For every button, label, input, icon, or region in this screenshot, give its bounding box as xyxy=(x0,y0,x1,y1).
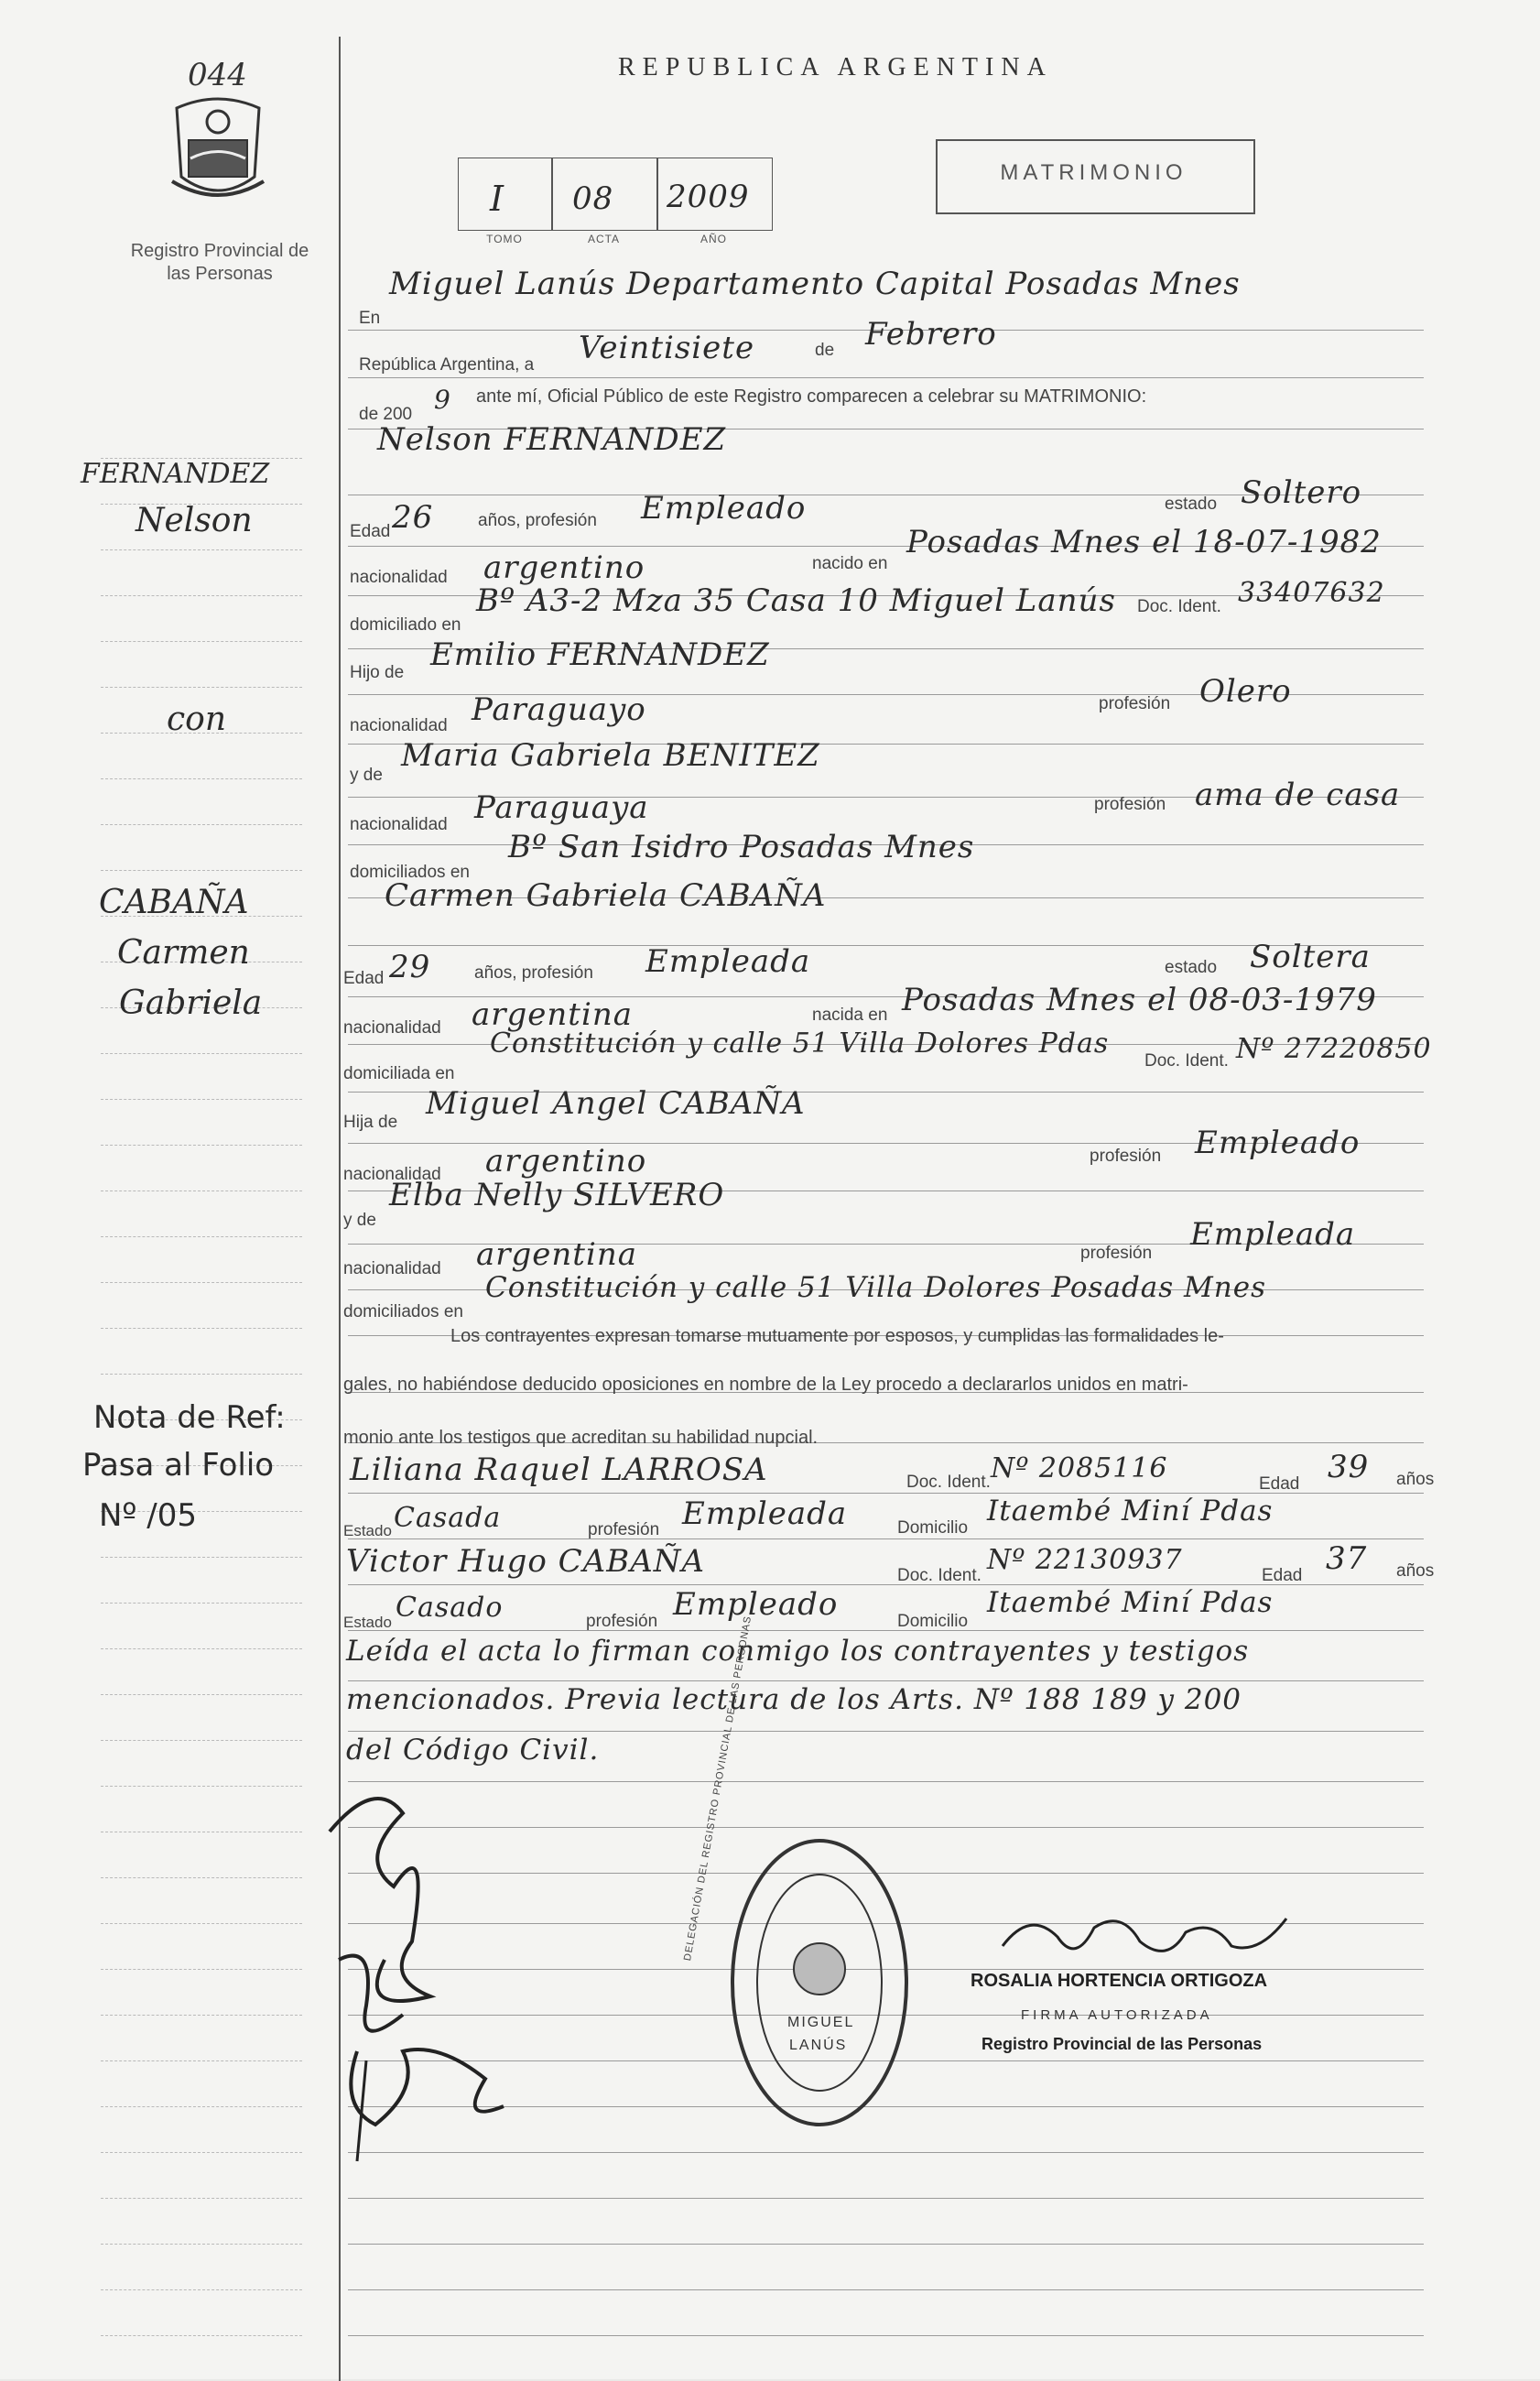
bride-mother-label: y de xyxy=(343,1211,376,1230)
bride-father: Miguel Angel CABAÑA xyxy=(426,1085,806,1122)
margin-groom-name: Nelson xyxy=(136,502,253,539)
witness2-status: Casado xyxy=(396,1592,504,1624)
bride-age-label: Edad xyxy=(343,969,385,988)
groom-nationality-label: nacionalidad xyxy=(350,568,448,587)
formal-text-line-2: gales, no habiéndose deducido oposiciones en nombre de la Ley procedo a declararlos unidos en matri- xyxy=(343,1375,1188,1395)
witness1-age-label: Edad xyxy=(1259,1474,1300,1494)
groom-parents-address: Bº San Isidro Posadas Mnes xyxy=(508,829,975,865)
witness2-profession: Empleado xyxy=(673,1586,839,1623)
groom-profession-label: años, profesión xyxy=(478,511,597,530)
bride-profession: Empleada xyxy=(645,943,811,980)
witness1-profession-label: profesión xyxy=(588,1520,660,1539)
witness1-doc: Nº 2085116 xyxy=(991,1452,1168,1484)
bride-mother-nationality: argentina xyxy=(476,1236,638,1273)
bride-mother-nationality-label: nacionalidad xyxy=(343,1259,441,1278)
record-type-label: MATRIMONIO xyxy=(1000,160,1188,185)
witness2-profession-label: profesión xyxy=(586,1612,658,1631)
formal-text-line-3: monio ante los testigos que acreditan su habilidad nupcial. xyxy=(343,1428,819,1448)
bride-parents-address: Constitución y calle 51 Villa Dolores Posadas Mnes xyxy=(485,1271,1267,1304)
provincial-crest-icon xyxy=(163,90,273,209)
closing-line-2: mencionados. Previa lectura de los Arts. Nº 188 189 y 200 xyxy=(346,1683,1242,1716)
groom-status: Soltero xyxy=(1241,474,1362,511)
bride-doc-label: Doc. Ident. xyxy=(1144,1051,1229,1071)
registry-name: Registro Provincial de las Personas xyxy=(130,241,309,284)
bride-nationality: argentina xyxy=(472,996,634,1033)
bride-birth-label: nacida en xyxy=(812,1006,888,1025)
stamp-center-1: MIGUEL xyxy=(787,2015,855,2030)
en-label: En xyxy=(359,309,381,328)
groom-address: Bº A3-2 Mza 35 Casa 10 Miguel Lanús xyxy=(476,582,1116,619)
bride-birth: Posadas Mnes el 08-03-1979 xyxy=(902,982,1377,1018)
witness2-address-label: Domicilio xyxy=(897,1612,969,1631)
page-number: 044 xyxy=(188,57,247,93)
witness2-age: 37 xyxy=(1326,1540,1368,1577)
bride-mother-profession: Empleada xyxy=(1190,1216,1356,1253)
margin-groom-surname: FERNANDEZ xyxy=(81,458,270,490)
bride-nationality-label: nacionalidad xyxy=(343,1018,441,1038)
groom-profession: Empleado xyxy=(641,490,807,527)
witness1-address-label: Domicilio xyxy=(897,1518,969,1538)
official-office: Registro Provincial de las Personas xyxy=(981,2035,1263,2053)
de-label: de xyxy=(815,341,835,360)
bride-father-label: Hija de xyxy=(343,1113,398,1132)
groom-mother-profession-label: profesión xyxy=(1094,795,1166,814)
official-stamp xyxy=(723,1832,916,2134)
republica-label: República Argentina, a xyxy=(359,355,535,375)
groom-full-name: Nelson FERNANDEZ xyxy=(377,421,727,458)
groom-mother-profession: ama de casa xyxy=(1195,777,1401,813)
tomo-value: I xyxy=(490,179,505,219)
bride-full-name: Carmen Gabriela CABAÑA xyxy=(385,877,827,914)
day-value: Veintisiete xyxy=(579,330,755,366)
place-value: Miguel Lanús Departamento Capital Posadas Mnes xyxy=(389,266,1241,302)
groom-father: Emilio FERNANDEZ xyxy=(430,636,770,673)
bride-mother-profession-label: profesión xyxy=(1080,1244,1153,1263)
witness2-anos-label: años xyxy=(1396,1561,1435,1581)
bride-father-nationality: argentino xyxy=(485,1143,647,1180)
witness1-doc-label: Doc. Ident. xyxy=(906,1473,991,1492)
groom-father-label: Hijo de xyxy=(350,663,405,682)
groom-nationality: argentino xyxy=(483,549,645,586)
groom-status-label: estado xyxy=(1165,495,1218,514)
groom-address-label: domiciliado en xyxy=(350,615,461,635)
bride-father-profession-label: profesión xyxy=(1090,1147,1162,1166)
margin-note-2: Pasa al Folio xyxy=(82,1447,275,1484)
closing-line-3: del Código Civil. xyxy=(346,1734,600,1767)
margin-con: con xyxy=(167,701,227,738)
year-digit: 9 xyxy=(434,385,451,415)
acta-caption: ACTA xyxy=(587,233,621,245)
witness1-status: Casada xyxy=(394,1502,502,1534)
ano-value: 2009 xyxy=(667,179,750,215)
witness1-address: Itaembé Miní Pdas xyxy=(987,1495,1274,1528)
witness2-doc: Nº 22130937 xyxy=(987,1544,1183,1576)
bride-parents-address-label: domiciliados en xyxy=(343,1302,463,1321)
month-value: Febrero xyxy=(865,316,997,353)
groom-father-profession-label: profesión xyxy=(1099,694,1171,713)
margin-bride-surname: CABAÑA xyxy=(99,884,249,921)
groom-father-nationality-label: nacionalidad xyxy=(350,716,448,735)
tomo-caption: TOMO xyxy=(486,233,523,245)
intro-statement: ante mí, Oficial Público de este Registro comparecen a celebrar su MATRIMONIO: xyxy=(476,386,1147,407)
signature-scribbles xyxy=(302,1777,522,2170)
ano-caption: AÑO xyxy=(700,233,727,245)
official-name: ROSALIA HORTENCIA ORTIGOZA xyxy=(971,1971,1268,1991)
witness1-anos-label: años xyxy=(1396,1470,1435,1489)
witness2-age-label: Edad xyxy=(1262,1566,1303,1585)
witness2-address: Itaembé Miní Pdas xyxy=(987,1586,1274,1619)
stamp-center-2: LANÚS xyxy=(789,2038,848,2053)
bride-address-label: domiciliada en xyxy=(343,1064,455,1083)
groom-mother-label: y de xyxy=(350,766,383,785)
groom-doc: 33407632 xyxy=(1238,577,1385,609)
groom-father-profession: Olero xyxy=(1199,673,1292,710)
margin-bride-name2: Gabriela xyxy=(119,984,263,1022)
witness2-name: Victor Hugo CABAÑA xyxy=(346,1543,706,1580)
tomo-cell xyxy=(458,158,553,231)
witness1-status-label: Estado xyxy=(343,1522,392,1539)
witness2-status-label: Estado xyxy=(343,1614,392,1631)
margin-bride-name1: Carmen xyxy=(117,934,250,972)
bride-mother: Elba Nelly SILVERO xyxy=(389,1177,725,1213)
groom-doc-label: Doc. Ident. xyxy=(1137,597,1221,616)
witness1-age: 39 xyxy=(1328,1449,1370,1485)
official-signature xyxy=(993,1900,1305,1973)
country-title: REPUBLICA ARGENTINA xyxy=(618,53,1053,82)
margin-note-1: Nota de Ref: xyxy=(93,1399,286,1436)
bride-age: 29 xyxy=(389,949,431,985)
formal-text-line-1: Los contrayentes expresan tomarse mutuamente por esposos, y cumplidas las formalidades le- xyxy=(450,1326,1224,1346)
groom-parents-address-label: domiciliados en xyxy=(350,863,470,882)
groom-age-label: Edad xyxy=(350,522,391,541)
year-label: de 200 xyxy=(359,405,413,424)
witness1-name: Liliana Raquel LARROSA xyxy=(350,1451,768,1488)
groom-mother-nationality-label: nacionalidad xyxy=(350,815,448,834)
stamp-ring-text: DELEGACIÓN DEL REGISTRO PROVINCIAL DE LAS PERSONAS xyxy=(682,1615,754,1962)
official-role: FIRMA AUTORIZADA xyxy=(1021,2007,1213,2023)
bride-father-profession: Empleado xyxy=(1195,1125,1361,1161)
groom-father-nationality: Paraguayo xyxy=(472,691,646,728)
bride-doc: Nº 27220850 xyxy=(1236,1033,1432,1065)
bride-address: Constitución y calle 51 Villa Dolores Pdas xyxy=(490,1027,1110,1060)
witness2-doc-label: Doc. Ident. xyxy=(897,1566,981,1585)
bride-status: Soltera xyxy=(1250,939,1371,975)
bride-father-nationality-label: nacionalidad xyxy=(343,1165,441,1184)
bride-profession-label: años, profesión xyxy=(474,963,593,983)
groom-birth: Posadas Mnes el 18-07-1982 xyxy=(906,524,1382,560)
closing-line-1: Leída el acta lo firman conmigo los contrayentes y testigos xyxy=(346,1635,1250,1668)
witness1-profession: Empleada xyxy=(682,1495,848,1532)
groom-age: 26 xyxy=(392,499,434,536)
groom-mother: Maria Gabriela BENITEZ xyxy=(401,737,820,774)
acta-value: 08 xyxy=(572,180,614,217)
margin-note-3: Nº /05 xyxy=(99,1497,197,1534)
groom-mother-nationality: Paraguaya xyxy=(474,789,649,826)
bride-status-label: estado xyxy=(1165,958,1218,977)
groom-birth-label: nacido en xyxy=(812,554,888,573)
